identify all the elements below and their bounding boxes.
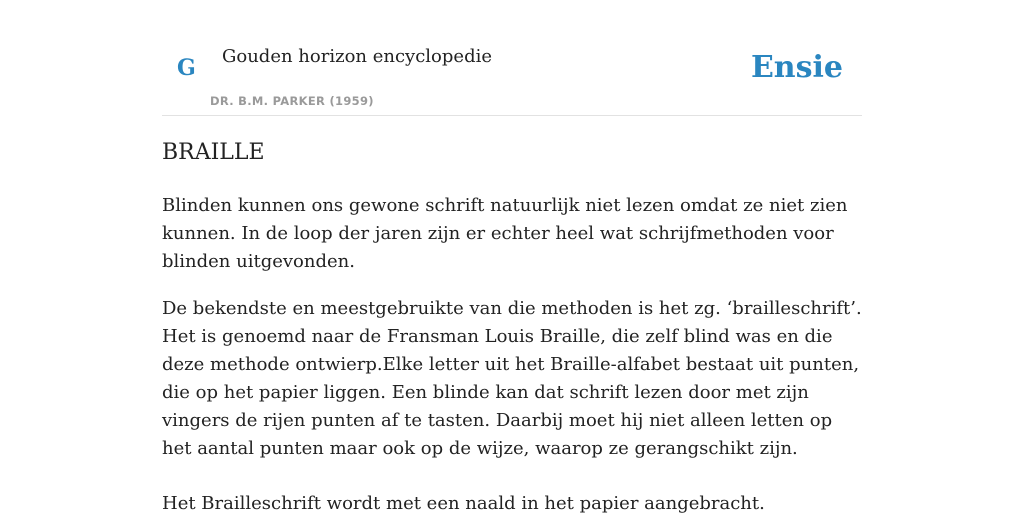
page-container	[162, 0, 862, 514]
article-title: BRAILLE	[162, 140, 265, 165]
article-paragraph: De bekendste en meestgebruikte van die methoden is het zg. ‘brailleschrift’. Het is genoemd naar de Fransman Louis Braille, die zelf blind was en die deze methode ontwierp.Elke letter uit het Braille-alfabet bestaat uit punten, die op het papier liggen. Een blinde kan dat schrift lezen door met zijn vingers de rijen punten af te tasten. Daarbij moet hij niet alleen letten op het aantal punten maar ook op de wijze, waarop ze gerangschikt zijn.	[162, 298, 862, 459]
header	[162, 0, 862, 116]
brand-logo[interactable]: Ensie	[750, 50, 843, 85]
article-paragraph: Het Brailleschrift wordt met een naald in het papier aangebracht.	[162, 493, 765, 514]
publication-logo[interactable]: G	[177, 55, 196, 81]
publication-title[interactable]: Gouden horizon encyclopedie	[222, 46, 492, 67]
article-paragraph: Blinden kunnen ons gewone schrift natuurlijk niet lezen omdat ze niet zien kunnen. In de loop der jaren zijn er echter heel wat schrijfmethoden voor blinden uitgevonden.	[162, 195, 848, 272]
publication-author: DR. B.M. PARKER (1959)	[210, 94, 374, 108]
